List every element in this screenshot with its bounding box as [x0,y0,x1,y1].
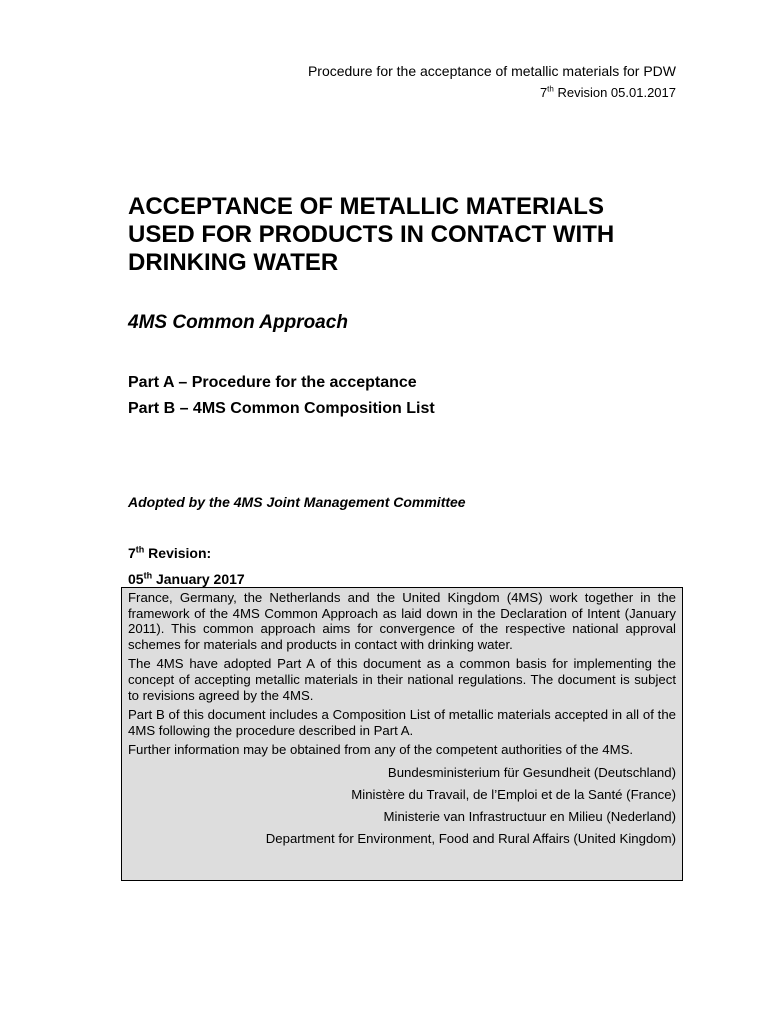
part-a: Part A – Procedure for the acceptance [128,374,417,391]
info-paragraph-4: Further information may be obtained from any of the competent authorities of the 4MS. [128,742,634,758]
header-revision-date: Revision 05.01.2017 [553,85,676,100]
document-subtitle: 4MS Common Approach [128,312,348,333]
parts-list [128,370,435,422]
revision-suffix: th [135,544,145,555]
revision-label [128,540,245,566]
info-paragraph-1: France, Germany, the Netherlands and the United Kingdom (4MS) work together in the framework of the 4MS Common Approach as laid down in the Declaration of Intent (January 2011). This common approach aims for convergence of the respective national approval schemes for materials and products in contact with drinking water. [128,590,676,652]
info-paragraph-2: The 4MS have adopted Part A of this document as a common basis for implementing the concept of accepting metallic materials in their national regulations. The document is subject to revisions agreed by the 4MS. [128,656,676,703]
revision-month-year: January 2017 [152,571,245,587]
title-line-2: USED FOR PRODUCTS IN CONTACT WITH [128,221,615,248]
revision-day-suffix: th [143,570,153,581]
title-line-1: ACCEPTANCE OF METALLIC MATERIALS [128,193,604,220]
part-b: Part B – 4MS Common Composition List [128,400,435,417]
authority-netherlands: Ministerie van Infrastructuur en Milieu (Nederland) [383,808,676,824]
authorities-list [128,762,676,850]
info-box [121,587,683,881]
header-title: Procedure for the acceptance of metallic materials for PDW [307,63,676,79]
revision-word: Revision: [144,545,212,561]
header-revision-number: 7 [539,85,548,100]
running-header [308,60,676,104]
document-title [128,193,688,277]
revision-number: 7 [128,545,136,561]
header-revision [308,82,676,104]
revision-day: 05 [128,571,144,587]
authority-france: Ministère du Travail, de l’Emploi et de la Santé (France) [351,786,676,802]
authority-germany: Bundesministerium für Gesundheit (Deutschland) [387,764,676,780]
info-paragraph-3: Part B of this document includes a Composition List of metallic materials accepted in all of the 4MS following the procedure described in Part A. [128,707,676,738]
authority-united-kingdom: Department for Environment, Food and Rural Affairs (United Kingdom) [265,830,676,846]
revision-block [128,540,245,592]
header-revision-suffix: th [547,84,554,94]
adopted-by: Adopted by the 4MS Joint Management Committee [128,494,466,510]
title-line-3: DRINKING WATER [128,249,339,276]
